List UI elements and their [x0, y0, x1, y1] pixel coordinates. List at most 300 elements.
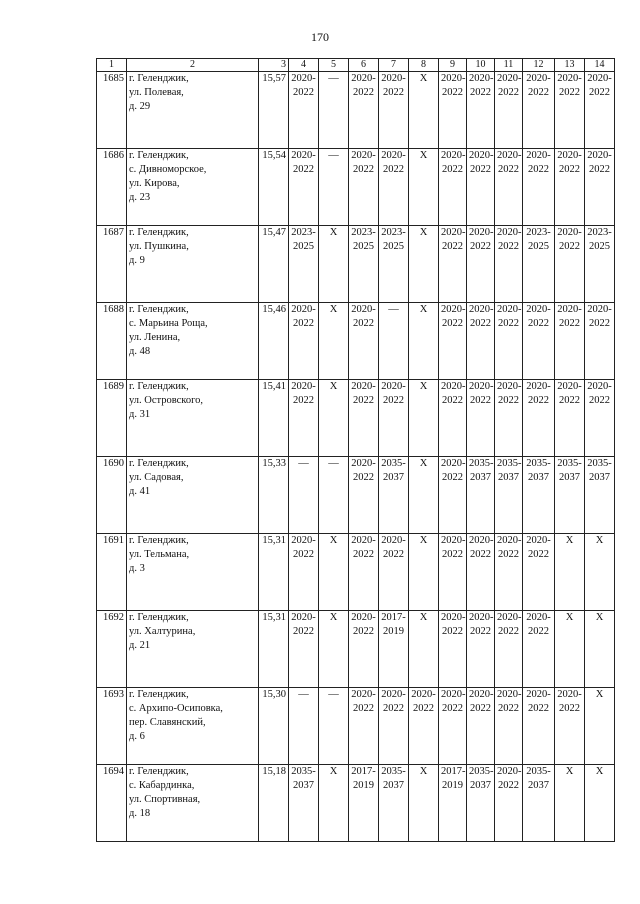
- col11-cell-text: 2020- 2022: [497, 227, 522, 252]
- col13-cell-text: 2020- 2022: [557, 304, 582, 329]
- col10-cell-text: 2020- 2022: [469, 535, 494, 560]
- col14-cell: [585, 226, 615, 303]
- col12-cell: [523, 149, 555, 226]
- col14-cell-text: 2020- 2022: [587, 150, 612, 175]
- col7-cell: [379, 534, 409, 611]
- col5-cell-text: —: [328, 150, 339, 161]
- col13-cell: [555, 149, 585, 226]
- col8-cell-text: X: [419, 458, 428, 469]
- col13-cell: [555, 765, 585, 842]
- area-cell-text: 15,46: [262, 304, 286, 315]
- col6-cell: [349, 534, 379, 611]
- row-number: [97, 688, 127, 765]
- col4-cell-text: 2020- 2022: [291, 73, 316, 98]
- col9-cell: [439, 457, 467, 534]
- col5-cell: [319, 226, 349, 303]
- address-cell-text: г. Геленджик, с. Кабардинка, ул. Спортивная, д. 18: [129, 766, 201, 819]
- col11-cell-text: 2020- 2022: [497, 535, 522, 560]
- col8-cell: [409, 688, 439, 765]
- col10-cell: [467, 226, 495, 303]
- col13-cell: [555, 534, 585, 611]
- col11-cell: [495, 380, 523, 457]
- col4-cell-text: 2035- 2037: [291, 766, 316, 791]
- col4-cell: [289, 688, 319, 765]
- col4-cell: [289, 457, 319, 534]
- col12-cell-text: 2035- 2037: [526, 766, 551, 791]
- col9-cell-text: 2020- 2022: [441, 150, 466, 175]
- col14-cell: [585, 380, 615, 457]
- col10-cell: [467, 611, 495, 688]
- column-header: 5: [319, 59, 349, 72]
- col9-cell-text: 2017- 2019: [441, 766, 466, 791]
- column-header: 3: [259, 59, 289, 72]
- page-number: 170: [311, 30, 329, 44]
- col8-cell: [409, 72, 439, 149]
- col9-cell: [439, 765, 467, 842]
- area-cell-text: 15,31: [262, 535, 286, 546]
- column-header: 7: [379, 59, 409, 72]
- address-cell-text: г. Геленджик, ул. Полевая, д. 29: [129, 73, 189, 112]
- col12-cell-text: 2020- 2022: [526, 304, 551, 329]
- col4-cell-text: 2020- 2022: [291, 612, 316, 637]
- row-number-text: 1689: [103, 381, 124, 392]
- row-number-text: 1686: [103, 150, 124, 161]
- col9-cell: [439, 72, 467, 149]
- col9-cell: [439, 149, 467, 226]
- col12-cell: [523, 457, 555, 534]
- col4-cell: [289, 380, 319, 457]
- area-cell: [259, 457, 289, 534]
- area-cell-text: 15,57: [262, 73, 286, 84]
- col12-cell: [523, 611, 555, 688]
- col11-cell: [495, 534, 523, 611]
- col6-cell: [349, 688, 379, 765]
- row-number: [97, 380, 127, 457]
- col13-cell: [555, 457, 585, 534]
- col4-cell-text: 2020- 2022: [291, 304, 316, 329]
- col12-cell-text: 2020- 2022: [526, 381, 551, 406]
- col9-cell: [439, 611, 467, 688]
- col8-cell-text: X: [419, 304, 428, 315]
- col6-cell-text: 2020- 2022: [351, 150, 376, 175]
- table-row: [97, 611, 615, 688]
- row-number-text: 1693: [103, 689, 124, 700]
- col5-cell: [319, 457, 349, 534]
- col8-cell-text: X: [419, 150, 428, 161]
- column-header: 6: [349, 59, 379, 72]
- col14-cell-text: 2035- 2037: [587, 458, 612, 483]
- col14-cell: [585, 534, 615, 611]
- col4-cell-text: 2020- 2022: [291, 150, 316, 175]
- col5-cell: [319, 765, 349, 842]
- col8-cell-text: X: [419, 73, 428, 84]
- col8-cell-text: X: [419, 227, 428, 238]
- col14-cell-text: 2020- 2022: [587, 304, 612, 329]
- row-number-text: 1694: [103, 766, 124, 777]
- area-cell-text: 15,30: [262, 689, 286, 700]
- col5-cell: [319, 303, 349, 380]
- col7-cell-text: 2020- 2022: [381, 381, 406, 406]
- address-cell: [127, 380, 259, 457]
- area-cell: [259, 534, 289, 611]
- table-row: [97, 457, 615, 534]
- row-number: [97, 226, 127, 303]
- col13-cell: [555, 688, 585, 765]
- col13-cell-text: X: [565, 766, 574, 777]
- col5-cell-text: X: [329, 227, 338, 238]
- col12-cell: [523, 380, 555, 457]
- row-number: [97, 303, 127, 380]
- col10-cell: [467, 303, 495, 380]
- col6-cell-text: 2020- 2022: [351, 458, 376, 483]
- col12-cell: [523, 534, 555, 611]
- area-cell-text: 15,47: [262, 227, 286, 238]
- col6-cell: [349, 611, 379, 688]
- col6-cell: [349, 303, 379, 380]
- column-header: 12: [523, 59, 555, 72]
- col5-cell-text: X: [329, 381, 338, 392]
- col10-cell-text: 2035- 2037: [469, 458, 494, 483]
- row-number: [97, 149, 127, 226]
- area-cell-text: 15,33: [262, 458, 286, 469]
- col13-cell: [555, 380, 585, 457]
- address-cell-text: г. Геленджик, с. Дивноморское, ул. Кирова, д. 23: [129, 150, 207, 203]
- col8-cell: [409, 534, 439, 611]
- col4-cell-text: —: [298, 689, 309, 700]
- row-number: [97, 611, 127, 688]
- area-cell-text: 15,31: [262, 612, 286, 623]
- col14-cell-text: X: [595, 535, 604, 546]
- address-cell: [127, 611, 259, 688]
- row-number-text: 1688: [103, 304, 124, 315]
- col7-cell-text: 2020- 2022: [381, 150, 406, 175]
- col6-cell-text: 2017- 2019: [351, 766, 376, 791]
- address-cell-text: г. Геленджик, ул. Халтурина, д. 21: [129, 612, 196, 651]
- col8-cell: [409, 457, 439, 534]
- address-cell-text: г. Геленджик, с. Архипо-Осиповка, пер. Славянский, д. 6: [129, 689, 223, 742]
- col9-cell-text: 2020- 2022: [441, 458, 466, 483]
- col9-cell-text: 2020- 2022: [441, 535, 466, 560]
- col5-cell: [319, 611, 349, 688]
- col9-cell-text: 2020- 2022: [441, 304, 466, 329]
- col4-cell: [289, 611, 319, 688]
- col7-cell: [379, 380, 409, 457]
- col9-cell: [439, 534, 467, 611]
- col11-cell-text: 2020- 2022: [497, 150, 522, 175]
- area-cell-text: 15,41: [262, 381, 286, 392]
- col4-cell-text: 2020- 2022: [291, 535, 316, 560]
- col10-cell: [467, 380, 495, 457]
- col10-cell-text: 2020- 2022: [469, 304, 494, 329]
- column-header: 13: [555, 59, 585, 72]
- row-number: [97, 457, 127, 534]
- col6-cell-text: 2020- 2022: [351, 689, 376, 714]
- col4-cell: [289, 303, 319, 380]
- table-row: [97, 765, 615, 842]
- col6-cell: [349, 72, 379, 149]
- col13-cell: [555, 303, 585, 380]
- col14-cell: [585, 72, 615, 149]
- col6-cell: [349, 380, 379, 457]
- col10-cell-text: 2020- 2022: [469, 689, 494, 714]
- table-body: [97, 72, 615, 842]
- col8-cell-text: X: [419, 535, 428, 546]
- col6-cell: [349, 149, 379, 226]
- col7-cell: [379, 688, 409, 765]
- col13-cell-text: 2020- 2022: [557, 150, 582, 175]
- col11-cell-text: 2035- 2037: [497, 458, 522, 483]
- col10-cell: [467, 765, 495, 842]
- col6-cell-text: 2020- 2022: [351, 304, 376, 329]
- col5-cell-text: —: [328, 73, 339, 84]
- col6-cell: [349, 457, 379, 534]
- col9-cell-text: 2020- 2022: [441, 73, 466, 98]
- col9-cell-text: 2020- 2022: [441, 381, 466, 406]
- area-cell: [259, 688, 289, 765]
- col13-cell-text: 2020- 2022: [557, 689, 582, 714]
- col5-cell: [319, 149, 349, 226]
- col12-cell-text: 2020- 2022: [526, 73, 551, 98]
- table-row: [97, 688, 615, 765]
- col8-cell-text: X: [419, 612, 428, 623]
- table-row: [97, 226, 615, 303]
- col13-cell: [555, 226, 585, 303]
- col5-cell-text: X: [329, 304, 338, 315]
- col10-cell-text: 2020- 2022: [469, 612, 494, 637]
- area-cell: [259, 380, 289, 457]
- col13-cell-text: X: [565, 535, 574, 546]
- col14-cell-text: 2020- 2022: [587, 381, 612, 406]
- col5-cell-text: X: [329, 612, 338, 623]
- col9-cell-text: 2020- 2022: [441, 612, 466, 637]
- col8-cell: [409, 149, 439, 226]
- col6-cell-text: 2020- 2022: [351, 535, 376, 560]
- col14-cell-text: 2020- 2022: [587, 73, 612, 98]
- col14-cell: [585, 303, 615, 380]
- column-header: 4: [289, 59, 319, 72]
- col12-cell: [523, 72, 555, 149]
- col12-cell-text: 2020- 2022: [526, 689, 551, 714]
- col6-cell: [349, 765, 379, 842]
- col14-cell: [585, 688, 615, 765]
- col9-cell: [439, 226, 467, 303]
- col6-cell-text: 2020- 2022: [351, 381, 376, 406]
- column-header: 11: [495, 59, 523, 72]
- col10-cell: [467, 149, 495, 226]
- table-row: [97, 380, 615, 457]
- col10-cell-text: 2020- 2022: [469, 227, 494, 252]
- col5-cell: [319, 688, 349, 765]
- col7-cell-text: 2017- 2019: [381, 612, 406, 637]
- col10-cell: [467, 534, 495, 611]
- col7-cell-text: 2020- 2022: [381, 689, 406, 714]
- col9-cell-text: 2020- 2022: [441, 689, 466, 714]
- col6-cell-text: 2020- 2022: [351, 612, 376, 637]
- table-row: [97, 534, 615, 611]
- column-header: 10: [467, 59, 495, 72]
- col11-cell: [495, 611, 523, 688]
- column-header: 14: [585, 59, 615, 72]
- column-header: 8: [409, 59, 439, 72]
- col7-cell: [379, 149, 409, 226]
- col4-cell-text: 2020- 2022: [291, 381, 316, 406]
- col12-cell-text: 2020- 2022: [526, 150, 551, 175]
- col8-cell: [409, 380, 439, 457]
- col9-cell-text: 2020- 2022: [441, 227, 466, 252]
- area-cell: [259, 765, 289, 842]
- address-cell: [127, 303, 259, 380]
- col12-cell-text: 2020- 2022: [526, 612, 551, 637]
- col11-cell: [495, 765, 523, 842]
- col13-cell-text: 2020- 2022: [557, 227, 582, 252]
- col7-cell-text: 2035- 2037: [381, 458, 406, 483]
- col5-cell-text: —: [328, 458, 339, 469]
- col7-cell: [379, 226, 409, 303]
- address-cell-text: г. Геленджик, ул. Тельмана, д. 3: [129, 535, 190, 574]
- col13-cell: [555, 611, 585, 688]
- col9-cell: [439, 303, 467, 380]
- header-row: [97, 59, 615, 72]
- col14-cell-text: X: [595, 612, 604, 623]
- col4-cell: [289, 534, 319, 611]
- address-cell-text: г. Геленджик, ул. Островского, д. 31: [129, 381, 204, 420]
- address-cell: [127, 149, 259, 226]
- col5-cell: [319, 72, 349, 149]
- col7-cell-text: 2023- 2025: [381, 227, 406, 252]
- row-number-text: 1692: [103, 612, 124, 623]
- col8-cell-text: X: [419, 766, 428, 777]
- col4-cell: [289, 765, 319, 842]
- col5-cell-text: —: [328, 689, 339, 700]
- column-header: 1: [97, 59, 127, 72]
- col11-cell: [495, 303, 523, 380]
- row-number-text: 1690: [103, 458, 124, 469]
- address-cell: [127, 765, 259, 842]
- address-cell: [127, 226, 259, 303]
- col10-cell-text: 2020- 2022: [469, 381, 494, 406]
- col7-cell-text: 2035- 2037: [381, 766, 406, 791]
- col10-cell: [467, 457, 495, 534]
- col4-cell-text: —: [298, 458, 309, 469]
- col8-cell-text: X: [419, 381, 428, 392]
- column-header: 9: [439, 59, 467, 72]
- col14-cell-text: X: [595, 689, 604, 700]
- col11-cell-text: 2020- 2022: [497, 612, 522, 637]
- col14-cell-text: X: [595, 766, 604, 777]
- col13-cell: [555, 72, 585, 149]
- table-row: [97, 303, 615, 380]
- row-number: [97, 534, 127, 611]
- address-cell: [127, 688, 259, 765]
- col14-cell: [585, 457, 615, 534]
- address-cell-text: г. Геленджик, ул. Садовая, д. 41: [129, 458, 189, 497]
- row-number: [97, 765, 127, 842]
- col7-cell: [379, 72, 409, 149]
- area-cell: [259, 72, 289, 149]
- row-number-text: 1691: [103, 535, 124, 546]
- col7-cell-text: 2020- 2022: [381, 73, 406, 98]
- col5-cell: [319, 534, 349, 611]
- col7-cell-text: —: [388, 304, 399, 315]
- col8-cell: [409, 611, 439, 688]
- col11-cell: [495, 688, 523, 765]
- area-cell: [259, 226, 289, 303]
- col11-cell-text: 2020- 2022: [497, 73, 522, 98]
- col12-cell-text: 2035- 2037: [526, 458, 551, 483]
- col5-cell-text: X: [329, 766, 338, 777]
- col6-cell-text: 2023- 2025: [351, 227, 376, 252]
- col5-cell: [319, 380, 349, 457]
- col13-cell-text: X: [565, 612, 574, 623]
- col12-cell: [523, 303, 555, 380]
- area-cell: [259, 611, 289, 688]
- col10-cell: [467, 72, 495, 149]
- col14-cell: [585, 611, 615, 688]
- col13-cell-text: 2020- 2022: [557, 381, 582, 406]
- col12-cell: [523, 688, 555, 765]
- col4-cell: [289, 149, 319, 226]
- col10-cell-text: 2020- 2022: [469, 150, 494, 175]
- col11-cell: [495, 149, 523, 226]
- col4-cell: [289, 226, 319, 303]
- col9-cell: [439, 380, 467, 457]
- col6-cell: [349, 226, 379, 303]
- col6-cell-text: 2020- 2022: [351, 73, 376, 98]
- column-header: 2: [127, 59, 259, 72]
- col14-cell: [585, 149, 615, 226]
- col14-cell: [585, 765, 615, 842]
- table-row: [97, 149, 615, 226]
- address-cell-text: г. Геленджик, с. Марьина Роща, ул. Ленина, д. 48: [129, 304, 208, 357]
- col12-cell-text: 2023- 2025: [526, 227, 551, 252]
- address-cell: [127, 72, 259, 149]
- row-number: [97, 72, 127, 149]
- col7-cell: [379, 611, 409, 688]
- area-cell-text: 15,18: [262, 766, 286, 777]
- col9-cell: [439, 688, 467, 765]
- col11-cell-text: 2020- 2022: [497, 381, 522, 406]
- col13-cell-text: 2020- 2022: [557, 73, 582, 98]
- col7-cell: [379, 457, 409, 534]
- col8-cell: [409, 303, 439, 380]
- col10-cell-text: 2035- 2037: [469, 766, 494, 791]
- col14-cell-text: 2023- 2025: [587, 227, 612, 252]
- col4-cell: [289, 72, 319, 149]
- table-row: [97, 72, 615, 149]
- col4-cell-text: 2023- 2025: [291, 227, 316, 252]
- col10-cell: [467, 688, 495, 765]
- area-cell: [259, 303, 289, 380]
- col5-cell-text: X: [329, 535, 338, 546]
- col13-cell-text: 2035- 2037: [557, 458, 582, 483]
- col12-cell: [523, 765, 555, 842]
- data-table: [96, 58, 615, 842]
- col7-cell: [379, 765, 409, 842]
- col10-cell-text: 2020- 2022: [469, 73, 494, 98]
- row-number-text: 1685: [103, 73, 124, 84]
- col8-cell-text: 2020- 2022: [411, 689, 436, 714]
- col11-cell: [495, 226, 523, 303]
- col11-cell: [495, 72, 523, 149]
- col11-cell-text: 2020- 2022: [497, 304, 522, 329]
- col7-cell: [379, 303, 409, 380]
- col12-cell-text: 2020- 2022: [526, 535, 551, 560]
- row-number-text: 1687: [103, 227, 124, 238]
- area-cell-text: 15,54: [262, 150, 286, 161]
- col8-cell: [409, 226, 439, 303]
- area-cell: [259, 149, 289, 226]
- col11-cell-text: 2020- 2022: [497, 689, 522, 714]
